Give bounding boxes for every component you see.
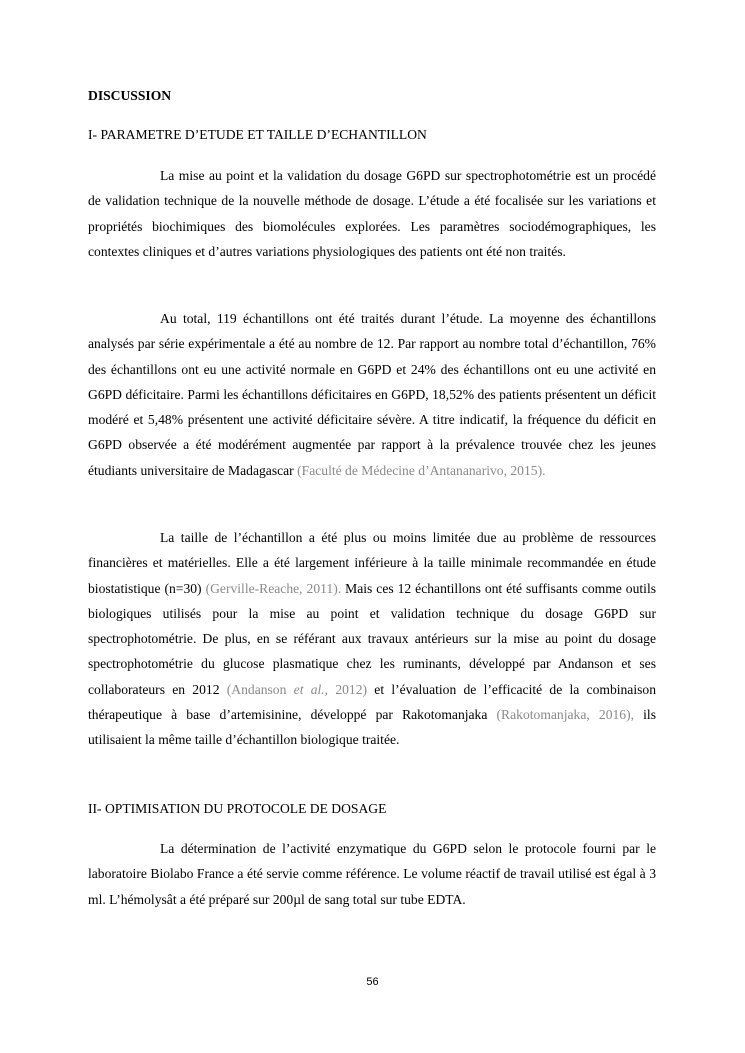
paragraph-text: La taille de l’échantillon a été plus ou moins limitée due au problème de ressources financières et matérielles. Elle a été largement inférieure à la taille minimale recommandée en étude biostatistique (n=30) — [88, 530, 656, 596]
paragraph-text: ils utilisaient la même taille d’échantillon biologique traitée. — [88, 707, 656, 748]
paragraph-text: et l’évaluation de l’efficacité de la combinaison thérapeutique à base d’artemisinine, développé par Rakotomanjaka — [88, 681, 657, 723]
paragraph-text: Mais ces 12 échantillons ont été suffisants comme outils biologiques utilisés pour la mise au point et validation technique du dosage G6PD sur spectrophotométrie. De plus, en se référant aux travaux antérieurs sur la mise au point du dosage spectrophotométrie du glucose plasmatique chez les ruminants, développé par Andanson et ses collaborateurs en 2012 — [88, 580, 657, 697]
page-number: 56 — [366, 976, 379, 988]
citation-faculte: (Faculté de Médecine d’Antananarivo, 2015). — [297, 462, 546, 478]
page-title: DISCUSSION — [88, 88, 172, 103]
paragraph-echantillons — [88, 306, 656, 483]
section-heading-optimisation: II- OPTIMISATION DU PROTOCOLE DE DOSAGE — [88, 801, 387, 816]
paragraph-protocole: La détermination de l’activité enzymatique du G6PD selon le protocole fourni par le laboratoire Biolabo France a été servie comme référence. Le volume réactif de travail utilisé est égal à 3 ml. L’hémolysât a été préparé sur 200µl de sang total sur tube EDTA. — [88, 841, 656, 907]
citation-et-al: et al., — [293, 681, 329, 697]
citation-author: (Andanson — [226, 681, 287, 697]
citation-year: 2012) — [335, 681, 368, 697]
paragraph-taille-echantillon — [88, 525, 656, 753]
section-heading-parametre: I- PARAMETRE D’ETUDE ET TAILLE D’ECHANTILLON — [88, 127, 427, 142]
paragraph-validation: La mise au point et la validation du dosage G6PD sur spectrophotométrie est un procédé de validation technique de la nouvelle méthode de dosage. L’étude a été focalisée sur les variations et propriétés biochimiques des biomolécules explorées. Les paramètres sociodémographiques, les contextes cliniques et d’autres variations physiologiques des patients ont été non traités. — [88, 168, 656, 259]
citation-gerville-reache: (Gerville-Reache, 2011). — [205, 580, 342, 596]
paragraph-text: Au total, 119 échantillons ont été traités durant l’étude. La moyenne des échantillons analysés par série expérimentale a été au nombre de 12. Par rapport au nombre total d’échantillon, 76% des échantillons ont eu une activité normale en G6PD et 24% des échantillons ont eu une activité en G6PD déficitaire. Parmi les échantillons déficitaires en G6PD, 18,52% des patients présentent un déficit modéré et 5,48% présentent une activité déficitaire sévère. A titre indicatif, la fréquence du déficit en G6PD observée a été modérément augmentée par rapport à la prévalence trouvée chez les jeunes étudiants universitaire de Madagascar — [88, 311, 656, 478]
citation-andanson — [227, 682, 367, 697]
citation-rakotomanjaka: (Rakotomanjaka, 2016), — [496, 707, 635, 723]
